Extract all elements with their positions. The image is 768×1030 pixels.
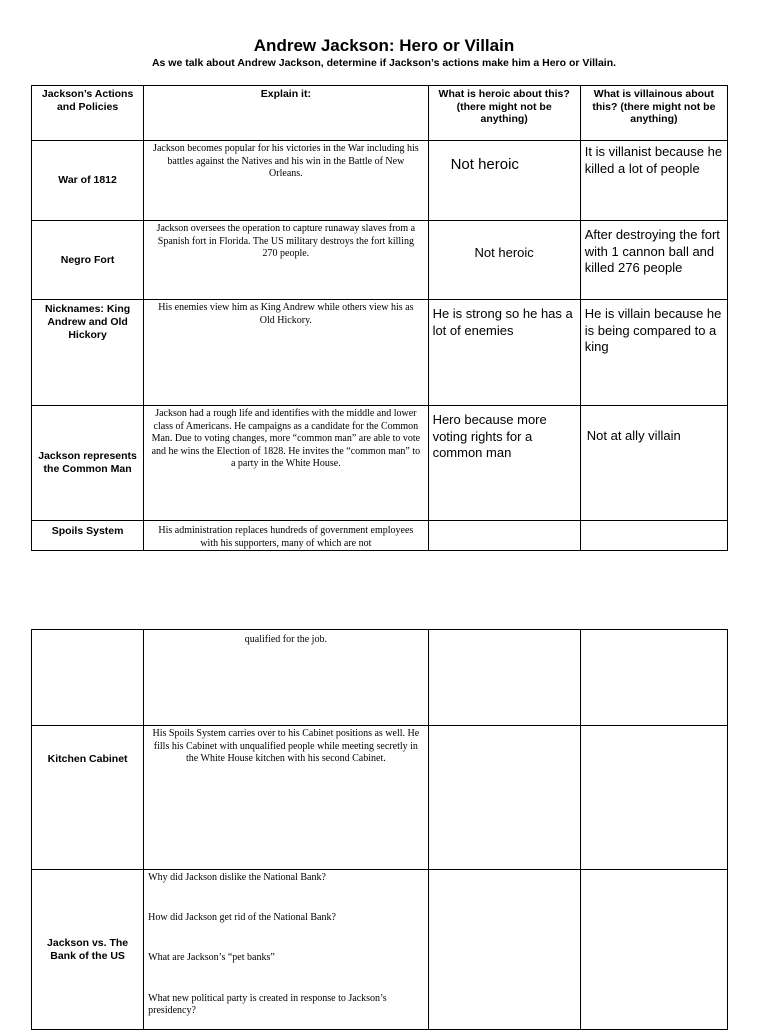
bank-questions xyxy=(144,870,428,1030)
row-explanation: His Spoils System carries over to his Cabinet positions as well. He fills his Cabinet with unqualified people while meeting secretly in the White House kitchen with his second Cabinet. xyxy=(144,726,428,870)
row-label: Spoils System xyxy=(32,521,144,551)
question-item: Why did Jackson dislike the National Bank? xyxy=(148,872,326,883)
row-label xyxy=(32,630,144,726)
table-row xyxy=(32,870,728,1030)
table-row xyxy=(32,521,728,551)
page-subtitle: As we talk about Andrew Jackson, determine if Jackson’s actions make him a Hero or Villain. xyxy=(151,57,617,69)
row-explanation: Jackson had a rough life and identifies with the middle and lower class of Americans. He campaigns as a candidate for the Common Man. Due to voting changes, more “common man” are able to vote and he wins the Election of 1828. He invites the “common man” to a party in the White House. xyxy=(144,406,428,521)
villainous-answer[interactable]: He is villain because he is being compared to a king xyxy=(580,300,727,406)
heroic-answer[interactable]: Hero because more voting rights for a common man xyxy=(428,406,580,521)
heroic-answer[interactable] xyxy=(428,726,580,870)
villainous-answer[interactable]: It is villanist because he killed a lot of people xyxy=(580,141,727,221)
header-row xyxy=(32,86,728,141)
hero-villain-table xyxy=(31,85,728,551)
heroic-answer[interactable] xyxy=(428,870,580,1030)
question-item: How did Jackson get rid of the National Bank? xyxy=(148,911,336,923)
row-explanation: His administration replaces hundreds of government employees with his supporters, many of which are not xyxy=(144,521,428,551)
table-row xyxy=(32,221,728,300)
header-explain: Explain it: xyxy=(144,86,428,141)
table-row xyxy=(32,630,728,726)
row-label: Negro Fort xyxy=(32,221,144,300)
villainous-answer[interactable]: After destroying the fort with 1 cannon ball and killed 276 people xyxy=(580,221,727,300)
table-row xyxy=(32,726,728,870)
heroic-answer[interactable]: Not heroic xyxy=(428,141,580,221)
table-row xyxy=(32,406,728,521)
header-actions: Jackson’s Actions and Policies xyxy=(32,86,144,141)
header-heroic: What is heroic about this? (there might not be anything) xyxy=(428,86,580,141)
villainous-answer[interactable] xyxy=(580,870,727,1030)
page-title: Andrew Jackson: Hero or Villain xyxy=(253,36,515,55)
row-label: Jackson represents the Common Man xyxy=(32,406,144,521)
row-label: War of 1812 xyxy=(32,141,144,221)
heroic-answer[interactable] xyxy=(428,630,580,726)
header-villainous: What is villainous about this? (there might not be anything) xyxy=(580,86,727,141)
villainous-answer[interactable]: Not at ally villain xyxy=(580,406,727,521)
row-label: Jackson vs. The Bank of the US xyxy=(32,870,144,1030)
heroic-answer[interactable] xyxy=(428,521,580,551)
row-label: Kitchen Cabinet xyxy=(32,726,144,870)
villainous-answer[interactable] xyxy=(580,630,727,726)
row-explanation: Jackson oversees the operation to capture runaway slaves from a Spanish fort in Florida. The US military destroys the fort killing 270 people. xyxy=(144,221,428,300)
question-item: What new political party is created in response to Jackson’s presidency? xyxy=(148,992,387,1016)
row-label: Nicknames: King Andrew and Old Hickory xyxy=(32,300,144,406)
row-explanation: His enemies view him as King Andrew while others view his as Old Hickory. xyxy=(144,300,428,406)
question-item: What are Jackson’s “pet banks” xyxy=(148,952,275,963)
villainous-answer[interactable] xyxy=(580,521,727,551)
row-explanation: Jackson becomes popular for his victories in the War including his battles against the Natives and his win in the Battle of New Orleans. xyxy=(144,141,428,221)
heroic-answer[interactable]: He is strong so he has a lot of enemies xyxy=(428,300,580,406)
villainous-answer[interactable] xyxy=(580,726,727,870)
heroic-answer[interactable]: Not heroic xyxy=(428,221,580,300)
hero-villain-table-continued xyxy=(31,629,728,1030)
table-row xyxy=(32,141,728,221)
table-row xyxy=(32,300,728,406)
row-explanation: qualified for the job. xyxy=(144,630,428,726)
